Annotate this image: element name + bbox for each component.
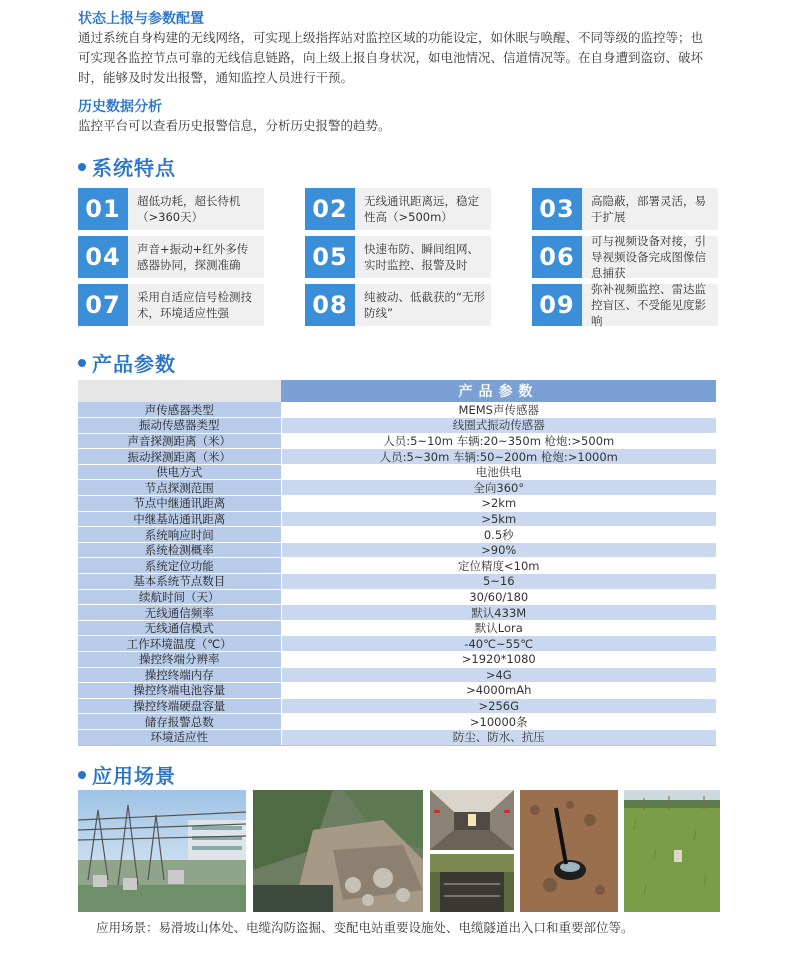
feature-number: 08	[305, 284, 355, 326]
param-key: 声音探测距离（米）	[78, 433, 281, 449]
param-value: 30/60/180	[281, 589, 716, 605]
feature-card	[78, 284, 264, 326]
features-heading	[78, 152, 176, 181]
param-key: 续航时间（天）	[78, 589, 281, 605]
param-value: 默认Lora	[281, 620, 716, 636]
section-status-config-title: 状态上报与参数配置	[78, 11, 204, 27]
param-value: 5~16	[281, 574, 716, 590]
feature-text: 纯被动、低截获的“无形防线”	[364, 290, 485, 320]
table-row	[78, 464, 716, 480]
applications-caption: 应用场景：易滑坡山体处、电缆沟防盗掘、变配电站重要设施处、电缆隧道出入口和重要部位等。	[96, 920, 634, 935]
table-row	[78, 496, 716, 512]
param-value: >10000条	[281, 714, 716, 730]
feature-number: 06	[532, 236, 582, 278]
param-value: >5km	[281, 511, 716, 527]
param-key: 供电方式	[78, 464, 281, 480]
table-row	[78, 605, 716, 621]
feature-number: 04	[78, 236, 128, 278]
params-heading	[78, 348, 176, 377]
table-row	[78, 511, 716, 527]
features-title: 系统特点	[92, 156, 176, 180]
table-row	[78, 480, 716, 496]
table-row	[78, 558, 716, 574]
table-row	[78, 698, 716, 714]
param-value: 全向360°	[281, 480, 716, 496]
table-row	[78, 652, 716, 668]
param-key: 无线通信模式	[78, 620, 281, 636]
table-row	[78, 714, 716, 730]
section-status-config-text	[78, 28, 718, 88]
table-row	[78, 683, 716, 699]
table-row	[78, 729, 716, 745]
applications-heading	[78, 760, 176, 789]
param-key: 系统响应时间	[78, 527, 281, 543]
param-value: >256G	[281, 698, 716, 714]
feature-card	[78, 188, 264, 230]
applications-title: 应用场景	[92, 764, 176, 788]
table-header-title: 产品参数	[281, 380, 716, 402]
feature-text: 采用自适应信号检测技术，环境适应性强	[137, 290, 252, 320]
param-key: 声传感器类型	[78, 402, 281, 418]
params-table	[78, 380, 716, 746]
param-value: 人员:5~10m 车辆:20~350m 枪炮:>500m	[281, 433, 716, 449]
section-history-text: 监控平台可以查看历史报警信息，分析历史报警的趋势。	[78, 118, 391, 133]
substation-photo	[78, 790, 246, 912]
param-value: 电池供电	[281, 464, 716, 480]
params-title: 产品参数	[92, 352, 176, 376]
table-row	[78, 636, 716, 652]
param-value: 人员:5~30m 车辆:50~200m 枪炮:>1000m	[281, 449, 716, 465]
feature-number: 09	[532, 284, 582, 326]
feature-number: 01	[78, 188, 128, 230]
table-header-blank	[78, 380, 281, 402]
feature-text: 超低功耗，超长待机（>360天）	[137, 194, 241, 224]
param-key: 系统检测概率	[78, 542, 281, 558]
param-value: 0.5秒	[281, 527, 716, 543]
param-key: 节点中继通讯距离	[78, 496, 281, 512]
feature-text: 弥补视频监控、雷达监控盲区、不受能见度影响	[591, 282, 706, 328]
param-key: 振动传感器类型	[78, 418, 281, 434]
feature-text: 无线通讯距离远，稳定性高（>500m）	[364, 194, 479, 224]
section-history-title: 历史数据分析	[78, 99, 162, 115]
param-value: >90%	[281, 542, 716, 558]
feature-card	[305, 284, 491, 326]
feature-text: 可与视频设备对接，引导视频设备完成图像信息捕获	[591, 234, 706, 280]
cable-trench-photo	[430, 854, 514, 912]
param-key: 振动探测距离（米）	[78, 449, 281, 465]
bullet-dot-icon	[78, 771, 86, 779]
paragraph-line: 通过系统自身构建的无线网络，可实现上级指挥站对监控区域的功能设定，如休眠与唤醒、不同等级的监控等；也	[78, 30, 704, 45]
bullet-dot-icon	[78, 163, 86, 171]
param-key: 节点探测范围	[78, 480, 281, 496]
bullet-dot-icon	[78, 359, 86, 367]
param-value: >4G	[281, 667, 716, 683]
param-key: 操控终端内存	[78, 667, 281, 683]
table-row	[78, 433, 716, 449]
feature-card	[78, 236, 264, 278]
feature-number: 03	[532, 188, 582, 230]
param-value: >4000mAh	[281, 683, 716, 699]
param-key: 基本系统节点数目	[78, 574, 281, 590]
param-key: 中继基站通讯距离	[78, 511, 281, 527]
param-value: -40℃~55℃	[281, 636, 716, 652]
table-row	[78, 589, 716, 605]
cable-tunnel-photo	[430, 790, 514, 850]
param-value: >2km	[281, 496, 716, 512]
feature-card	[532, 188, 718, 230]
feature-card	[532, 284, 718, 326]
table-row	[78, 620, 716, 636]
table-row	[78, 667, 716, 683]
param-key: 操控终端硬盘容量	[78, 698, 281, 714]
table-row	[78, 402, 716, 418]
feature-text: 快速布防、瞬间组网、实时监控、报警及时	[364, 242, 479, 272]
param-value: 定位精度<10m	[281, 558, 716, 574]
param-value: 线圈式振动传感器	[281, 418, 716, 434]
param-key: 无线通信频率	[78, 605, 281, 621]
feature-number: 02	[305, 188, 355, 230]
param-key: 操控终端分辨率	[78, 652, 281, 668]
feature-text: 高隐蔽，部署灵活，易于扩展	[591, 194, 706, 224]
param-key: 储存报警总数	[78, 714, 281, 730]
param-key: 操控终端电池容量	[78, 683, 281, 699]
params-table-body	[78, 402, 716, 745]
param-key: 环境适应性	[78, 729, 281, 745]
param-value: >1920*1080	[281, 652, 716, 668]
table-row	[78, 418, 716, 434]
param-value: MEMS声传感器	[281, 402, 716, 418]
feature-card	[532, 236, 718, 278]
table-header-row	[78, 380, 716, 402]
sensor-grass-photo	[624, 790, 720, 912]
landslide-photo	[253, 790, 423, 912]
sensor-soil-photo	[520, 790, 618, 912]
table-row	[78, 449, 716, 465]
feature-text: 声音+振动+红外多传感器协同，探测准确	[137, 242, 249, 272]
paragraph-line: 时，能够及时发出报警，通知监控人员进行干预。	[78, 70, 354, 85]
feature-card	[305, 236, 491, 278]
table-row	[78, 542, 716, 558]
param-key: 系统定位功能	[78, 558, 281, 574]
feature-number: 07	[78, 284, 128, 326]
table-row	[78, 527, 716, 543]
param-key: 工作环境温度（℃）	[78, 636, 281, 652]
table-row	[78, 574, 716, 590]
paragraph-line: 可实现各监控节点可靠的无线信息链路，向上级上报自身状况，如电池情况、信道情况等。在自身遭到盗窃、破坏	[78, 50, 704, 65]
param-value: 默认433M	[281, 605, 716, 621]
feature-number: 05	[305, 236, 355, 278]
param-value: 防尘、防水、抗压	[281, 729, 716, 745]
feature-card	[305, 188, 491, 230]
